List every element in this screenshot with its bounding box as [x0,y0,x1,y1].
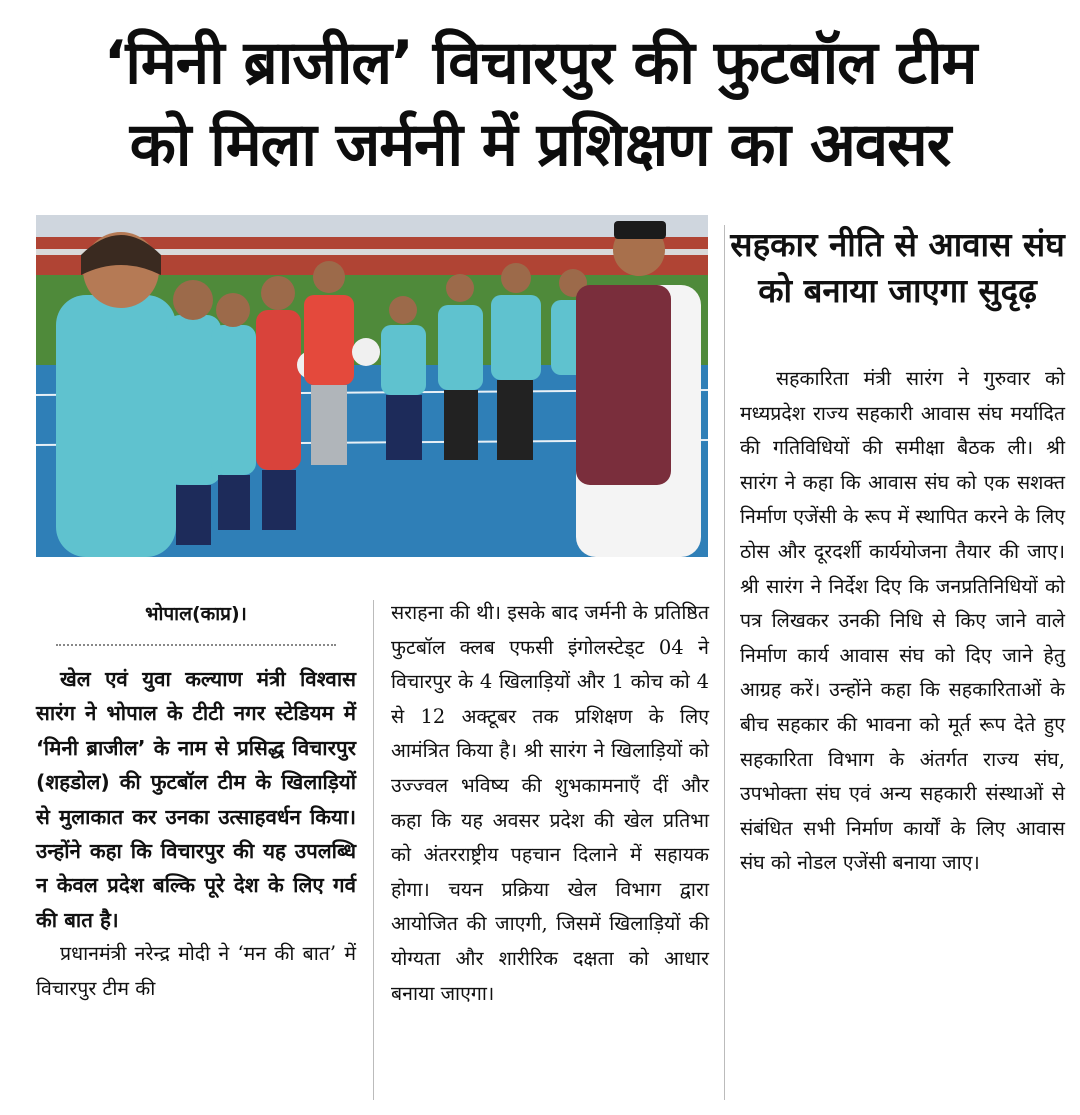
main-story-column-1 [36,600,356,1006]
headline [20,22,1060,186]
lead-paragraph: खेल एवं युवा कल्याण मंत्री विश्वास सारंग ने भोपाल के टीटी नगर स्टेडियम में ‘मिनी ब्राजील’ के नाम से प्रसिद्ध विचारपुर (शहडोल) की फुटबॉल टीम के खिलाड़ियों से मुलाकात कर उनका उत्साहवर्धन किया। उन्होंने कहा कि विचारपुर की यह उपलब्धि न केवल प्रदेश बल्कि पूरे देश के लिए गर्व की बात है। [36,667,356,932]
side-story-headline: सहकार नीति से आवास संघ को बनाया जाएगा सुदृढ़ [730,225,1065,310]
column-divider [373,600,374,1100]
headline-line-2: को मिला जर्मनी में प्रशिक्षण का अवसर [129,110,951,180]
side-story-body: सहकारिता मंत्री सारंग ने गुरुवार को मध्यप्रदेश राज्य सहकारी आवास संघ मर्यादित की गतिविधियों की समीक्षा बैठक ली। श्री सारंग ने कहा कि आवास संघ को एक सशक्त निर्माण एजेंसी के रूप में स्थापित करने के लिए ठोस और दूरदर्शी कार्ययोजना तैयार की जाए। श्री सारंग ने निर्देश दिए कि जनप्रतिनिधियों को पत्र लिखकर उनकी निधि से किए जाने वाले निर्माण कार्य आवास संघ को दिए जाने हेतु आग्रह करें। उन्होंने कहा कि सहकारिताओं के बीच सहकार की भावना को मूर्त रूप देते हुए सहकारिता विभाग के अंतर्गत राज्य संघ, उपभोक्ता संघ एवं अन्य सहकारी संस्थाओं से संबंधित सभी निर्माण कार्यों के लिए आवास संघ को नोडल एजेंसी बनाया जाए। [740,367,1065,875]
column-divider [724,225,725,1100]
dateline: भोपाल(काप्र)। [56,600,336,646]
photo-illustration [36,215,708,557]
news-photo [36,215,708,557]
main-story-column-2: सराहना की थी। इसके बाद जर्मनी के प्रतिष्ठित फुटबॉल क्लब एफसी इंगोलस्टेड्ट 04 ने विचारपुर के 4 खिलाड़ियों और 1 कोच को 4 से 12 अक्टूबर तक प्रशिक्षण के लिए आमंत्रित किया है। श्री सारंग ने खिलाड़ियों को उज्ज्वल भविष्य की शुभकामनाएँ दीं और कहा कि यह अवसर प्रदेश की खेल प्रतिभा को अंतरराष्ट्रीय पहचान दिलाने में सहायक होगा। चयन प्रक्रिया खेल विभाग द्वारा आयोजित की जाएगी, जिसमें खिलाड़ियों की योग्यता और शारीरिक दक्षता को आधार बनाया जाएगा। [391,601,709,1005]
headline-line-1: ‘मिनी ब्राजील’ विचारपुर की फुटबॉल टीम [103,28,977,98]
paragraph-start: प्रधानमंत्री नरेन्द्र मोदी ने ‘मन की बात’ में विचारपुर टीम की [36,942,356,1000]
